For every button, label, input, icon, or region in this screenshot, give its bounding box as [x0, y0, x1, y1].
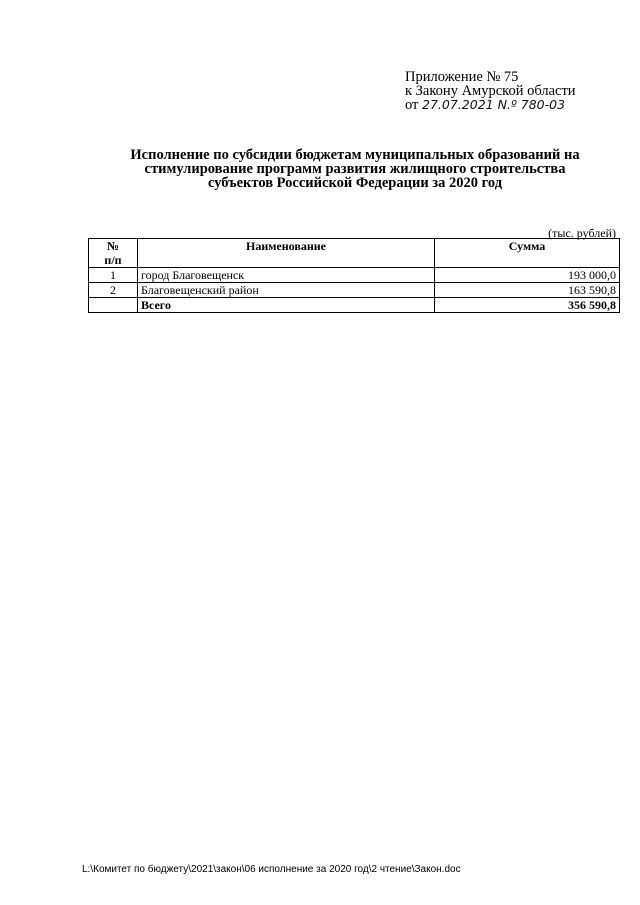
file-path-footer: L:\Комитет по бюджету\2021\закон\06 исполнение за 2020 год\2 чтение\Закон.doc — [82, 864, 461, 875]
table-total-row — [89, 298, 620, 313]
appendix-law-ref: к Закону Амурской области — [405, 83, 576, 99]
total-num — [89, 298, 138, 313]
table-row — [89, 283, 620, 298]
title-line-3: субъектов Российской Федерации за 2020 год — [207, 175, 503, 191]
title-line-2: стимулирование программ развития жилищного строительства — [144, 161, 566, 177]
appendix-number: Приложение № 75 — [405, 69, 519, 85]
handwritten-date-number: 27.07.2021 N.º 780-03 — [422, 97, 566, 112]
appendix-header — [405, 70, 576, 112]
title-line-1: Исполнение по субсидии бюджетам муниципальных образований на — [130, 147, 580, 163]
header-num-pp: п/п — [104, 253, 122, 267]
header-num-symbol: № — [106, 239, 120, 253]
units-label: (тыс. рублей) — [548, 226, 616, 240]
document-title — [100, 148, 610, 190]
total-label: Всего — [138, 298, 435, 313]
row-num: 2 — [89, 283, 138, 298]
appendix-date-line — [405, 98, 576, 112]
budget-table — [88, 238, 620, 313]
row-sum: 193 000,0 — [435, 268, 620, 283]
appendix-date-prefix: от — [405, 97, 419, 113]
header-sum: Сумма — [435, 239, 620, 268]
row-name: Благовещенский район — [138, 283, 435, 298]
table-row — [89, 268, 620, 283]
row-sum: 163 590,8 — [435, 283, 620, 298]
header-name: Наименование — [138, 239, 435, 268]
header-num — [89, 239, 138, 268]
table-header-row — [89, 239, 620, 268]
total-sum: 356 590,8 — [435, 298, 620, 313]
row-name: город Благовещенск — [138, 268, 435, 283]
row-num: 1 — [89, 268, 138, 283]
